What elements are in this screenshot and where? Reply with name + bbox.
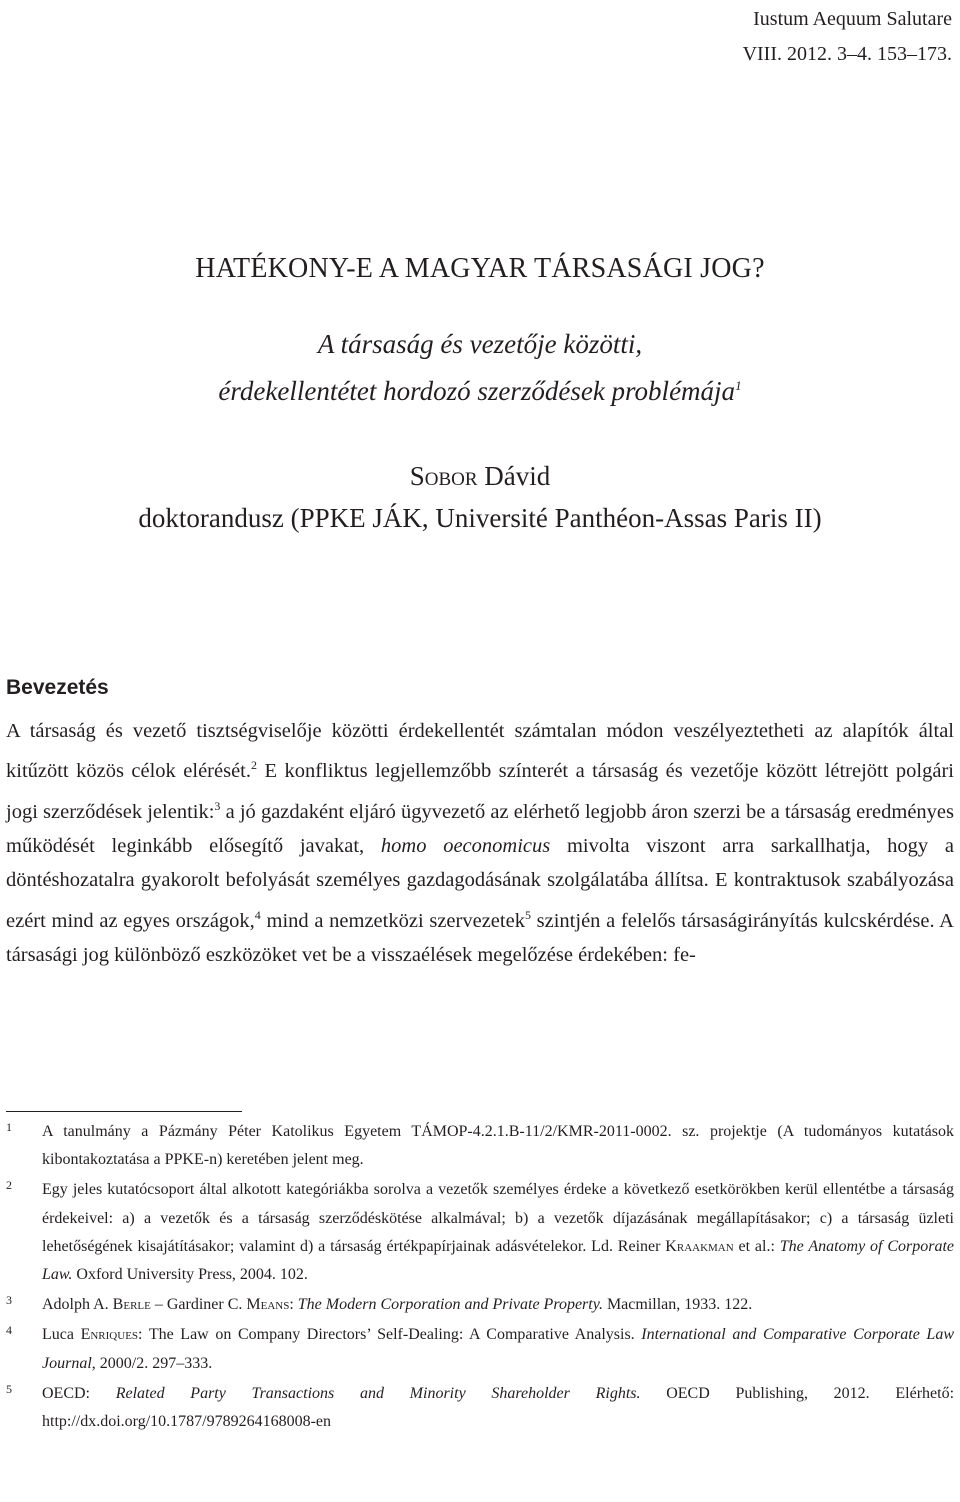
subtitle-line-1: A társaság és vezetője közötti, xyxy=(317,329,643,359)
body-paragraph: A társaság és vezető tisztségviselője közötti érdekellentét számtalan módon veszélyeztetheti az alapítók által kitűzött közös célok elérését.$^2$ E konfliktus legjellemzőbb színterét a társaság és vezetője között létrejött polgári jogi szerződések jelentik:$^3$ a jó gazdaként eljáró ügyvezető az elérhető legjobb áron szerzi be a társaság eredményes működését leginkább elősegítő javakat, homo oeconomicus mivolta viszont arra sarkallhatja, hogy a döntéshozatalra gyakorolt befolyását személyes gazdagodásának szolgálatába állítsa. E kontraktusok szabályozása ezért mind az egyes országok,$^4$ mind a nemzetközi szervezetek$^5$ szintjén a felelős társaságirányítás kulcskérdése. A társasági jog különböző eszközöket vet be a visszaélések megelőzése érdekében: fe- xyxy=(6,720,954,966)
section-heading: Bevezetés xyxy=(6,676,109,699)
footnote-number: 4 xyxy=(6,1323,12,1338)
italic-term: homo oeconomicus xyxy=(380,834,551,857)
footnote-1: 1 A tanulmány a Pázmány Péter Katolikus Egyetem TÁMOP-4.2.1.B-11/2/KMR-2011-0002. sz. projektje (A tudományos kutatások kibontakoztatása a PPKE-n) keretében jelent meg. xyxy=(6,1118,954,1174)
article-title: HATÉKONY-E A MAGYAR TÁRSASÁGI JOG? xyxy=(195,253,765,284)
footnote-3: 3 Adolph A. Berle – Gardiner C. Means: The Modern Corporation and Private Property. Macmillan, 1933. 122. xyxy=(6,1291,954,1319)
footnote-divider xyxy=(6,1111,242,1112)
footnote-ref-5[interactable]: 5 xyxy=(524,907,531,922)
author-surname: Sobor xyxy=(409,461,478,491)
footnote-5: 5 OECD: Related Party Transactions and Minority Shareholder Rights. OECD Publishing, 2012. Elérhető: http://dx.doi.org/10.1787/9789264168008-en xyxy=(6,1380,954,1436)
footnote-4: 4 Luca Enriques: The Law on Company Directors’ Self-Dealing: A Comparative Analysis. International and Comparative Corporate Law Journal, 2000/2. 297–333. xyxy=(6,1321,954,1377)
author-affiliation: doktorandusz (PPKE JÁK, Université Panthéon-Assas Paris II) xyxy=(138,503,822,533)
footnote-number: 3 xyxy=(6,1293,12,1308)
footnote-number: 2 xyxy=(6,1178,12,1193)
footnote-number: 1 xyxy=(6,1120,12,1134)
footnotes xyxy=(6,1118,954,1438)
author-block xyxy=(0,455,960,539)
doi-link[interactable]: OECD Publishing, 2012. Elérhető: http://dx.doi.org/10.1787/9789264168008-en xyxy=(42,1384,955,1431)
footnote-ref-4[interactable]: 4 xyxy=(254,907,261,922)
footnote-ref-2[interactable]: 2 xyxy=(251,758,257,773)
footnote-2: 2 Egy jeles kutatócsoport által alkotott kategóriákba sorolva a vezetők személyes érdeke a következő esetkörökben kerül ellentétbe a társaság érdekeivel: a) a vezetők és a társaság szerződéskötése alkalmával; b) a vezetők díjazásának megállapításakor; c) a társaság üzleti lehetőségének kisajátításakor; valamint d) a társaság értékpapírjainak adásvételekor. Ld. Reiner Kraakman et al.: The Anatomy of Corporate Law. Oxford University Press, 2004. 102. xyxy=(6,1176,954,1289)
footnote-ref-3[interactable]: 3 xyxy=(214,798,221,813)
article-subtitle xyxy=(0,323,960,412)
footnote-ref-1[interactable]: 1 xyxy=(735,378,742,393)
footnote-number: 5 xyxy=(6,1381,12,1396)
author-given-name: Dávid xyxy=(484,461,551,491)
journal-header xyxy=(743,2,952,72)
journal-name: Iustum Aequum Salutare xyxy=(753,8,952,30)
journal-issue: VIII. 2012. 3–4. 153–173. xyxy=(742,43,952,65)
author-name xyxy=(0,455,960,497)
subtitle-line-2: érdekellentétet hordozó szerződések problémája$^1$ xyxy=(218,376,742,406)
